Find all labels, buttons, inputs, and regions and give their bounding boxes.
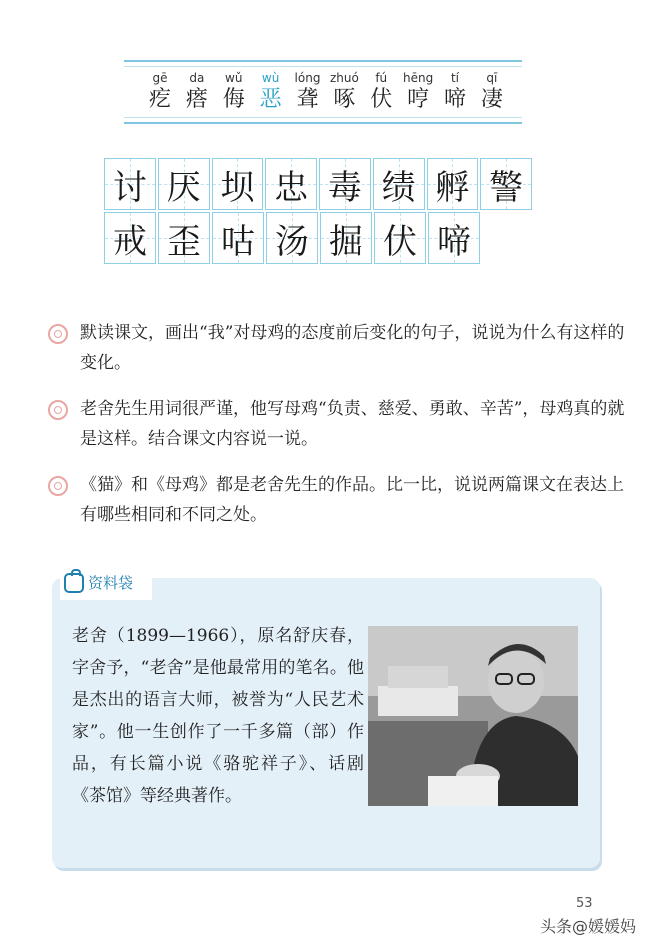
grid-cell xyxy=(319,158,371,210)
pinyin-char: 恶 xyxy=(259,87,282,112)
pinyin-text: gē xyxy=(152,71,168,85)
watermark: 头条@媛媛妈 xyxy=(540,917,637,936)
grid-cell xyxy=(158,212,210,264)
question-bullet-icon xyxy=(48,476,68,496)
pinyin-char: 侮 xyxy=(222,87,245,112)
grid-cell xyxy=(266,212,318,264)
pinyin-cell xyxy=(363,70,399,114)
portrait-photo xyxy=(368,626,578,806)
pinyin-cell xyxy=(326,70,362,114)
pinyin-text: da xyxy=(189,71,205,85)
grid-char: 汤 xyxy=(275,221,309,262)
grid-char: 伏 xyxy=(383,221,417,262)
question-2 xyxy=(48,394,628,454)
pinyin-row xyxy=(142,70,510,114)
grid-cell xyxy=(104,212,156,264)
question-2-text: 老舍先生用词很严谨，他写母鸡“负责、慈爱、勇敢、辛苦”，母鸡真的就是这样。结合课文内容说一说。 xyxy=(80,399,625,449)
grid-char: 戒 xyxy=(113,221,147,262)
grid-char: 啼 xyxy=(437,221,471,262)
grid-cell xyxy=(158,158,210,210)
pinyin-char: 瘩 xyxy=(185,87,208,112)
grid-char: 警 xyxy=(489,167,524,208)
portrait-illustration xyxy=(368,626,578,806)
grid-cell xyxy=(320,212,372,264)
info-label-text: 资料袋 xyxy=(88,574,134,592)
grid-cell xyxy=(265,158,317,210)
pinyin-text: qī xyxy=(486,71,498,85)
pinyin-text: tí xyxy=(450,71,460,85)
pinyin-text: lóng xyxy=(294,71,321,85)
pinyin-text: hēng xyxy=(403,71,434,85)
grid-row-1 xyxy=(104,158,534,212)
pinyin-char: 哼 xyxy=(407,87,430,112)
pinyin-panel xyxy=(124,60,522,124)
grid-char: 厌 xyxy=(166,167,201,208)
bag-icon xyxy=(64,573,84,593)
question-1 xyxy=(48,318,628,378)
pinyin-char: 啄 xyxy=(333,87,356,112)
grid-char: 忠 xyxy=(274,167,309,208)
grid-char: 讨 xyxy=(112,167,147,208)
pinyin-text: wù xyxy=(261,71,280,85)
grid-char: 歪 xyxy=(167,221,201,262)
grid-cell xyxy=(428,212,480,264)
grid-cell xyxy=(104,158,156,210)
grid-cell xyxy=(480,158,532,210)
grid-char: 孵 xyxy=(435,167,470,208)
grid-cell xyxy=(212,212,264,264)
pinyin-char: 伏 xyxy=(370,87,393,112)
pinyin-char: 凄 xyxy=(480,87,503,112)
question-3 xyxy=(48,470,628,530)
info-text: 老舍（1899—1966），原名舒庆春，字舍予，“老舍”是他最常用的笔名。他是杰出的语言大师，被誉为“人民艺术家”。他一生创作了一千多篇（部）作品，有长篇小说《骆驼祥子》、话剧《茶馆》等经典著作。 xyxy=(72,626,364,806)
grid-cell xyxy=(427,158,479,210)
pinyin-text: zhuó xyxy=(329,71,359,85)
info-label xyxy=(64,572,133,593)
pinyin-cell xyxy=(474,70,510,114)
question-bullet-icon xyxy=(48,324,68,344)
grid-char: 毒 xyxy=(327,167,362,208)
pinyin-cell xyxy=(437,70,473,114)
pinyin-char: 疙 xyxy=(148,87,171,112)
pinyin-cell xyxy=(142,70,178,114)
grid-cell xyxy=(212,158,264,210)
writing-grid xyxy=(104,158,534,266)
page-number: 53 xyxy=(576,896,593,911)
grid-char: 咕 xyxy=(221,221,255,262)
grid-char: 绩 xyxy=(381,167,416,208)
pinyin-cell xyxy=(253,70,289,114)
pinyin-cell xyxy=(216,70,252,114)
pinyin-text: wǔ xyxy=(225,71,243,85)
grid-char: 掘 xyxy=(329,221,363,262)
question-3-text: 《猫》和《母鸡》都是老舍先生的作品。比一比，说说两篇课文在表达上有哪些相同和不同之处。 xyxy=(80,475,624,525)
grid-row-2 xyxy=(104,212,534,266)
grid-cell xyxy=(374,212,426,264)
pinyin-cell xyxy=(290,70,326,114)
question-bullet-icon xyxy=(48,400,68,420)
pinyin-cell xyxy=(400,70,436,114)
question-1-text: 默读课文，画出“我”对母鸡的态度前后变化的句子，说说为什么有这样的变化。 xyxy=(80,323,625,373)
pinyin-char: 啼 xyxy=(443,87,466,112)
grid-cell xyxy=(373,158,425,210)
pinyin-char: 聋 xyxy=(296,87,319,112)
pinyin-text: fú xyxy=(375,71,388,85)
pinyin-cell xyxy=(179,70,215,114)
grid-char: 坝 xyxy=(220,167,255,208)
